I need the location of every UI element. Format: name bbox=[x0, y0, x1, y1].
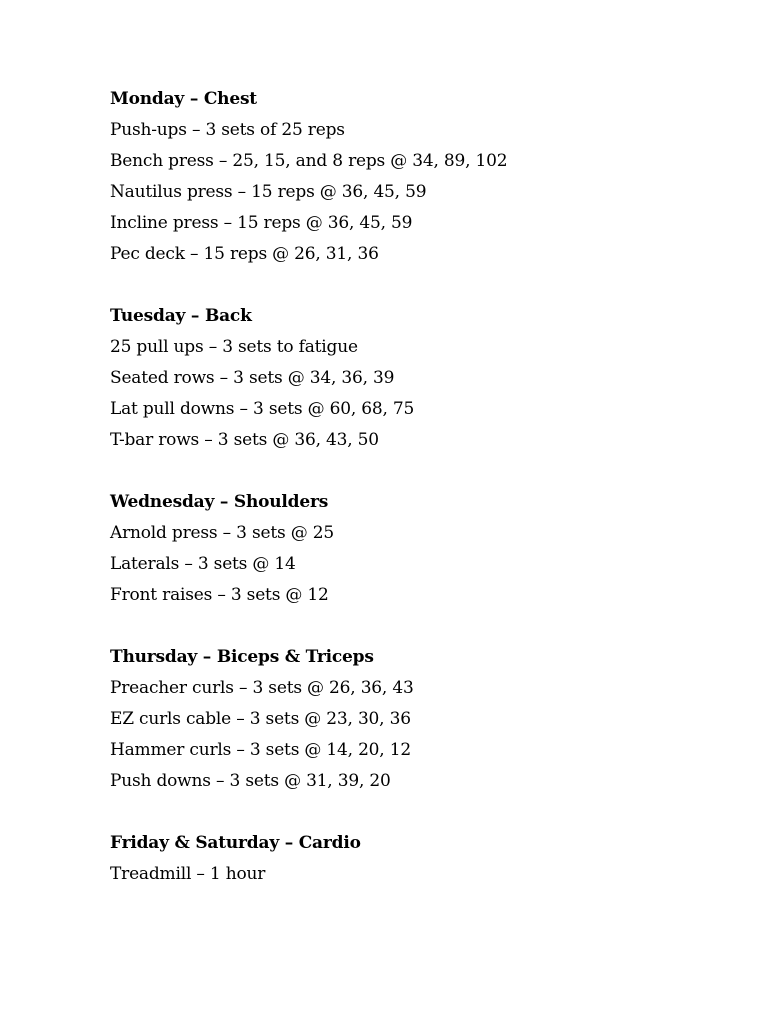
exercise-line: Seated rows – 3 sets @ 34, 36, 39 bbox=[110, 368, 395, 388]
exercise-line: Nautilus press – 15 reps @ 36, 45, 59 bbox=[110, 182, 427, 202]
exercise-line: T-bar rows – 3 sets @ 36, 43, 50 bbox=[110, 430, 379, 450]
exercise-line: Preacher curls – 3 sets @ 26, 36, 43 bbox=[110, 678, 414, 698]
exercise-line: Incline press – 15 reps @ 36, 45, 59 bbox=[110, 213, 413, 233]
day-section-tuesday bbox=[110, 301, 768, 456]
exercise-line: Lat pull downs – 3 sets @ 60, 68, 75 bbox=[110, 399, 415, 419]
day-section-friday-saturday bbox=[110, 828, 768, 890]
day-heading: Friday & Saturday – Cardio bbox=[110, 833, 361, 853]
day-section-thursday bbox=[110, 642, 768, 797]
day-heading: Wednesday – Shoulders bbox=[110, 492, 329, 512]
exercise-line: Arnold press – 3 sets @ 25 bbox=[110, 523, 334, 543]
exercise-line: Front raises – 3 sets @ 12 bbox=[110, 585, 329, 605]
day-section-monday bbox=[110, 84, 768, 270]
exercise-line: Pec deck – 15 reps @ 26, 31, 36 bbox=[110, 244, 379, 264]
exercise-line: EZ curls cable – 3 sets @ 23, 30, 36 bbox=[110, 709, 411, 729]
exercise-line: 25 pull ups – 3 sets to fatigue bbox=[110, 337, 358, 357]
exercise-line: Push-ups – 3 sets of 25 reps bbox=[110, 120, 345, 140]
day-heading: Tuesday – Back bbox=[110, 306, 252, 326]
exercise-line: Push downs – 3 sets @ 31, 39, 20 bbox=[110, 771, 391, 791]
exercise-line: Bench press – 25, 15, and 8 reps @ 34, 89, 102 bbox=[110, 151, 508, 171]
exercise-line: Hammer curls – 3 sets @ 14, 20, 12 bbox=[110, 740, 411, 760]
exercise-line: Treadmill – 1 hour bbox=[110, 864, 266, 884]
day-section-wednesday bbox=[110, 487, 768, 611]
day-heading: Monday – Chest bbox=[110, 89, 257, 109]
exercise-line: Laterals – 3 sets @ 14 bbox=[110, 554, 296, 574]
day-heading: Thursday – Biceps & Triceps bbox=[110, 647, 374, 667]
